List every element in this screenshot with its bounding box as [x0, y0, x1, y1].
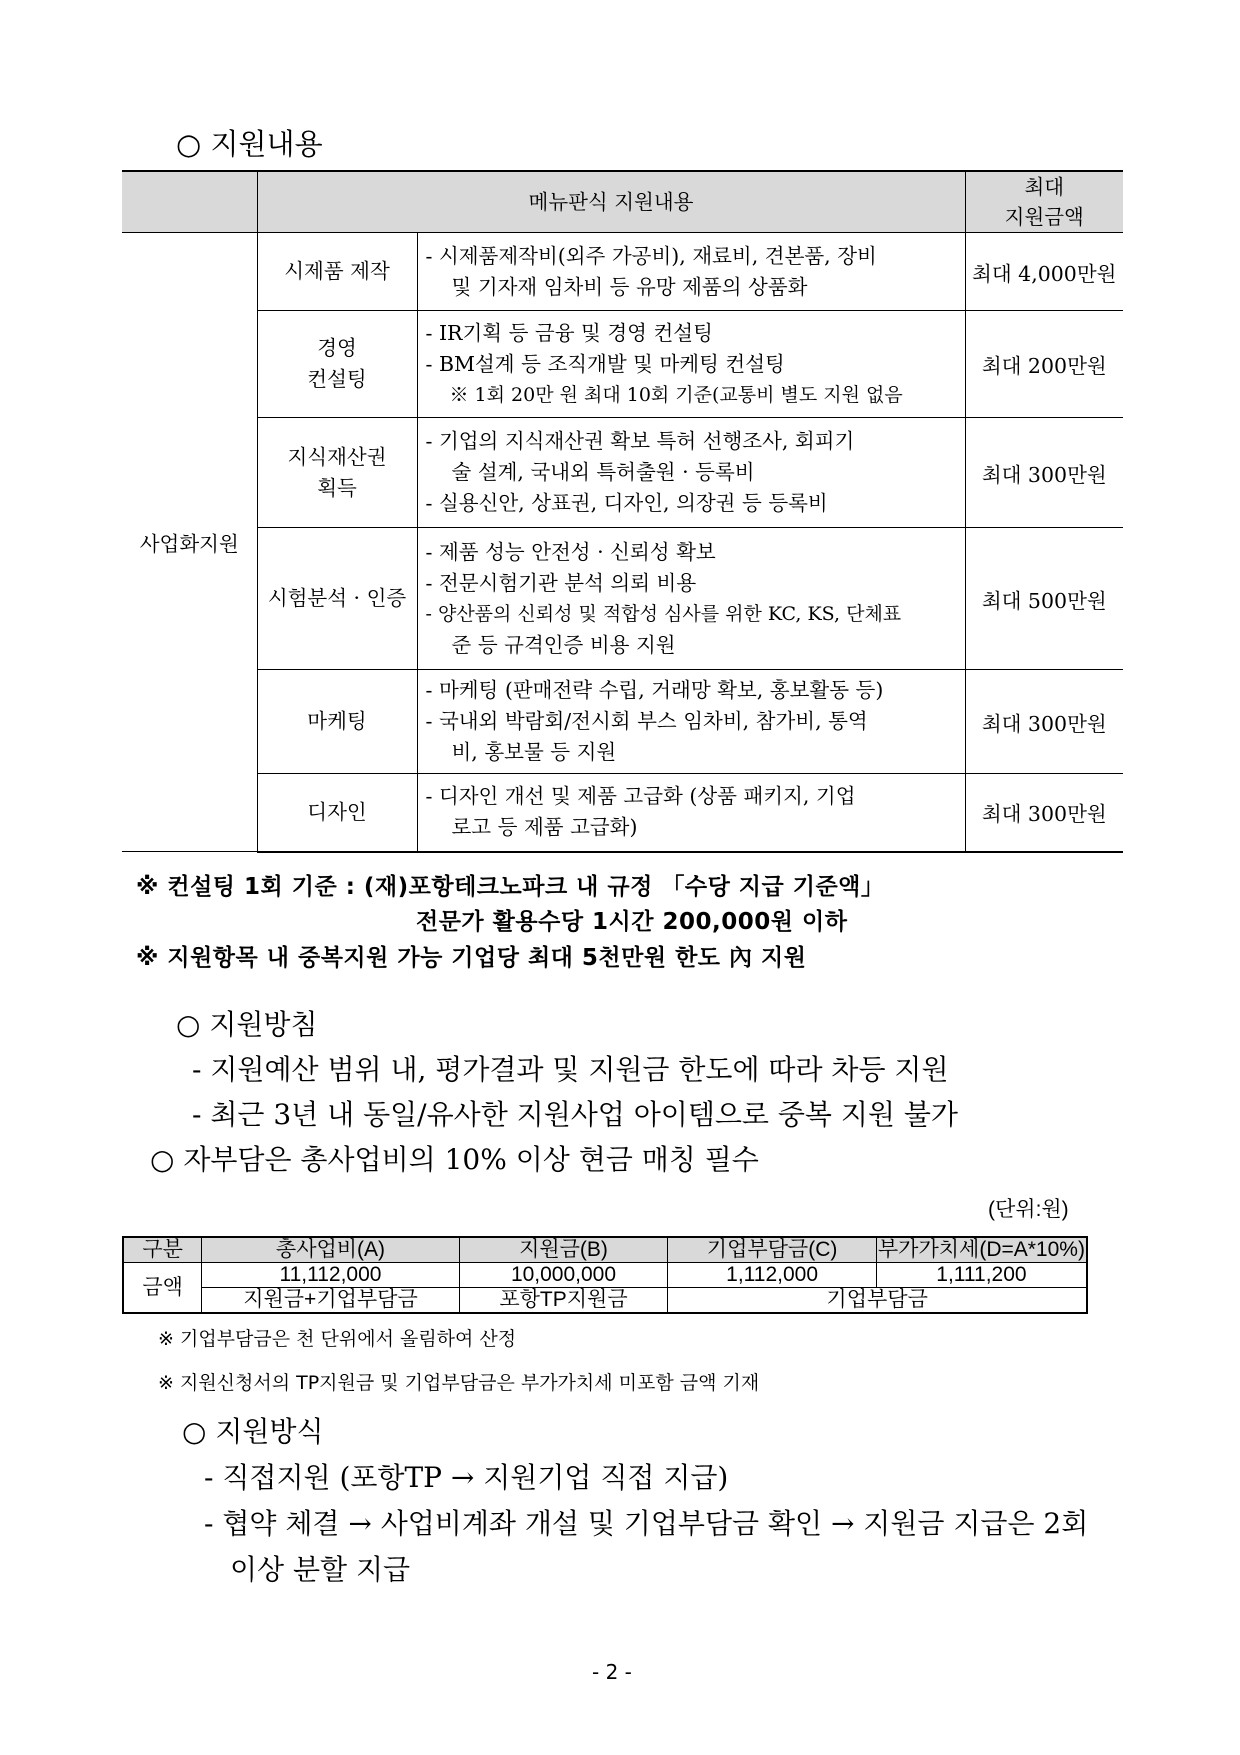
- item-label: 시험분석 · 인증: [267, 586, 407, 610]
- desc-line: - 양산품의 신뢰성 및 적합성 심사를 위한 KC, KS, 단체표: [425, 602, 902, 625]
- unit-label: (단위:원): [988, 1198, 1069, 1221]
- section-title-support-method: ○ 지원방식: [182, 1415, 324, 1448]
- support-content-table: [122, 170, 1123, 853]
- desc-line: - 기업의 지식재산권 확보 특허 선행조사, 회피기: [425, 429, 855, 453]
- amount-header-cell: 기업부담금(C): [668, 1237, 877, 1263]
- amount-value-row: [123, 1263, 1087, 1288]
- consulting-note-line2: 전문가 활용수당 1시간 200,000원 이하: [416, 909, 848, 935]
- item-label: 디자인: [307, 799, 367, 824]
- support-table-header: [122, 171, 1123, 233]
- desc-line: - BM설계 등 조직개발 및 마케팅 컨설팅: [425, 351, 785, 376]
- amount-cell: 최대 300만원: [965, 418, 1123, 528]
- round-note: ※ 기업부담금은 천 단위에서 올림하여 산정: [158, 1328, 517, 1350]
- desc-line: 로고 등 제품 고급화): [451, 815, 638, 840]
- amount-table: [122, 1236, 1088, 1314]
- amount-cell: 최대 300만원: [965, 774, 1123, 852]
- amount-value-cell: 1,112,000: [668, 1263, 877, 1288]
- table-row: [122, 233, 1123, 311]
- item-label: 획득: [317, 475, 357, 500]
- desc-cell: [417, 418, 965, 528]
- vat-note: ※ 지원신청서의 TP지원금 및 기업부담금은 부가가치세 미포함 금액 기재: [158, 1372, 760, 1394]
- item-label: 마케팅: [307, 709, 367, 733]
- desc-line: - 전문시험기관 분석 의뢰 비용: [425, 570, 697, 595]
- desc-cell: [417, 233, 965, 311]
- amount-value-cell: 11,112,000: [202, 1263, 459, 1288]
- amount-header-cell: 구분: [123, 1237, 202, 1263]
- amount-sub-row: [123, 1288, 1087, 1314]
- table-row: [122, 670, 1123, 774]
- item-cell: [257, 311, 417, 418]
- header-menu-cell: 메뉴판식 지원내용: [257, 171, 965, 233]
- desc-line: 및 기자재 임차비 등 유망 제품의 상품화: [451, 274, 808, 299]
- amount-header-cell: 총사업비(A): [202, 1237, 459, 1263]
- item-label: 경영: [317, 336, 357, 360]
- method-line-3: 이상 분할 지급: [230, 1553, 411, 1586]
- table-row: [122, 311, 1123, 418]
- policy-line-2: - 최근 3년 내 동일/유사한 지원사업 아이템으로 중복 지원 불가: [192, 1098, 958, 1131]
- item-cell: [257, 774, 417, 852]
- amount-row-label: 금액: [123, 1263, 202, 1314]
- desc-cell: [417, 311, 965, 418]
- item-cell: [257, 418, 417, 528]
- policy-line-1: - 지원예산 범위 내, 평가결과 및 지원금 한도에 따라 차등 지원: [192, 1053, 949, 1086]
- amount-cell: 최대 200만원: [965, 311, 1123, 418]
- amount-header-cell: 부가가치세(D=A*10%): [876, 1237, 1087, 1263]
- amount-sub-label: 포항TP지원금: [459, 1288, 668, 1314]
- desc-line: - 디자인 개선 및 제품 고급화 (상품 패키지, 기업: [425, 784, 856, 809]
- amount-value-cell: 1,111,200: [876, 1263, 1087, 1288]
- method-line-1: - 직접지원 (포항TP → 지원기업 직접 지급): [204, 1461, 729, 1494]
- amount-header-cell: 지원금(B): [459, 1237, 668, 1263]
- desc-line: - 마케팅 (판매전략 수립, 거래망 확보, 홍보활동 등): [425, 678, 884, 702]
- amount-cell: 최대 300만원: [965, 670, 1123, 774]
- desc-line: - 실용신안, 상표권, 디자인, 의장권 등 등록비: [425, 491, 828, 515]
- desc-cell: [417, 670, 965, 774]
- table-row: [122, 774, 1123, 852]
- desc-line: 준 등 규격인증 비용 지원: [451, 632, 676, 657]
- table-row: [122, 528, 1123, 670]
- header-max-line1: 최대: [1024, 175, 1065, 199]
- item-cell: [257, 670, 417, 774]
- amount-cell: 최대 4,000만원: [965, 233, 1123, 311]
- desc-note-line: ※ 1회 20만 원 최대 10회 기준(교통비 별도 지원 없음: [449, 383, 903, 406]
- item-label: 시제품 제작: [284, 259, 390, 283]
- category-cell: 사업화지원: [122, 233, 257, 852]
- header-empty-cell: [122, 171, 257, 233]
- duplicate-support-note: ※ 지원항목 내 중복지원 가능 기업당 최대 5천만원 한도 內 지원: [136, 945, 807, 971]
- desc-line: - 국내외 박람회/전시회 부스 임차비, 참가비, 통역: [425, 709, 868, 733]
- header-max-line2: 지원금액: [1004, 205, 1084, 229]
- amount-value-cell: 10,000,000: [459, 1263, 668, 1288]
- amount-sub-label: 기업부담금: [668, 1288, 1087, 1314]
- desc-line: 비, 홍보물 등 지원: [451, 740, 617, 764]
- item-label: 지식재산권: [287, 444, 387, 469]
- desc-cell: [417, 774, 965, 852]
- desc-line: - IR기획 등 금융 및 경영 컨설팅: [425, 320, 713, 345]
- section-title-self-burden: ○ 자부담은 총사업비의 10% 이상 현금 매칭 필수: [150, 1143, 759, 1176]
- item-cell: [257, 233, 417, 311]
- section-title-support-content: ○ 지원내용: [176, 127, 323, 161]
- desc-line: - 제품 성능 안전성 · 신뢰성 확보: [425, 539, 716, 564]
- header-max-amount-cell: [965, 171, 1123, 233]
- table-row: [122, 418, 1123, 528]
- method-line-2: - 협약 체결 → 사업비계좌 개설 및 기업부담금 확인 → 지원금 지급은 2회: [204, 1507, 1089, 1540]
- amount-cell: 최대 500만원: [965, 528, 1123, 670]
- item-cell: [257, 528, 417, 670]
- amount-table-header: [123, 1237, 1087, 1263]
- page-number: - 2 -: [592, 1660, 632, 1684]
- section-title-support-policy: ○ 지원방침: [176, 1008, 318, 1041]
- desc-line: - 시제품제작비(외주 가공비), 재료비, 견본품, 장비: [425, 243, 877, 268]
- amount-sub-label: 지원금+기업부담금: [202, 1288, 459, 1314]
- desc-cell: [417, 528, 965, 670]
- desc-line: 술 설계, 국내외 특허출원 · 등록비: [451, 460, 755, 484]
- consulting-note-line1: ※ 컨설팅 1회 기준 : (재)포항테크노파크 내 규정 「수당 지급 기준액」: [136, 874, 885, 900]
- item-label: 컨설팅: [307, 367, 367, 391]
